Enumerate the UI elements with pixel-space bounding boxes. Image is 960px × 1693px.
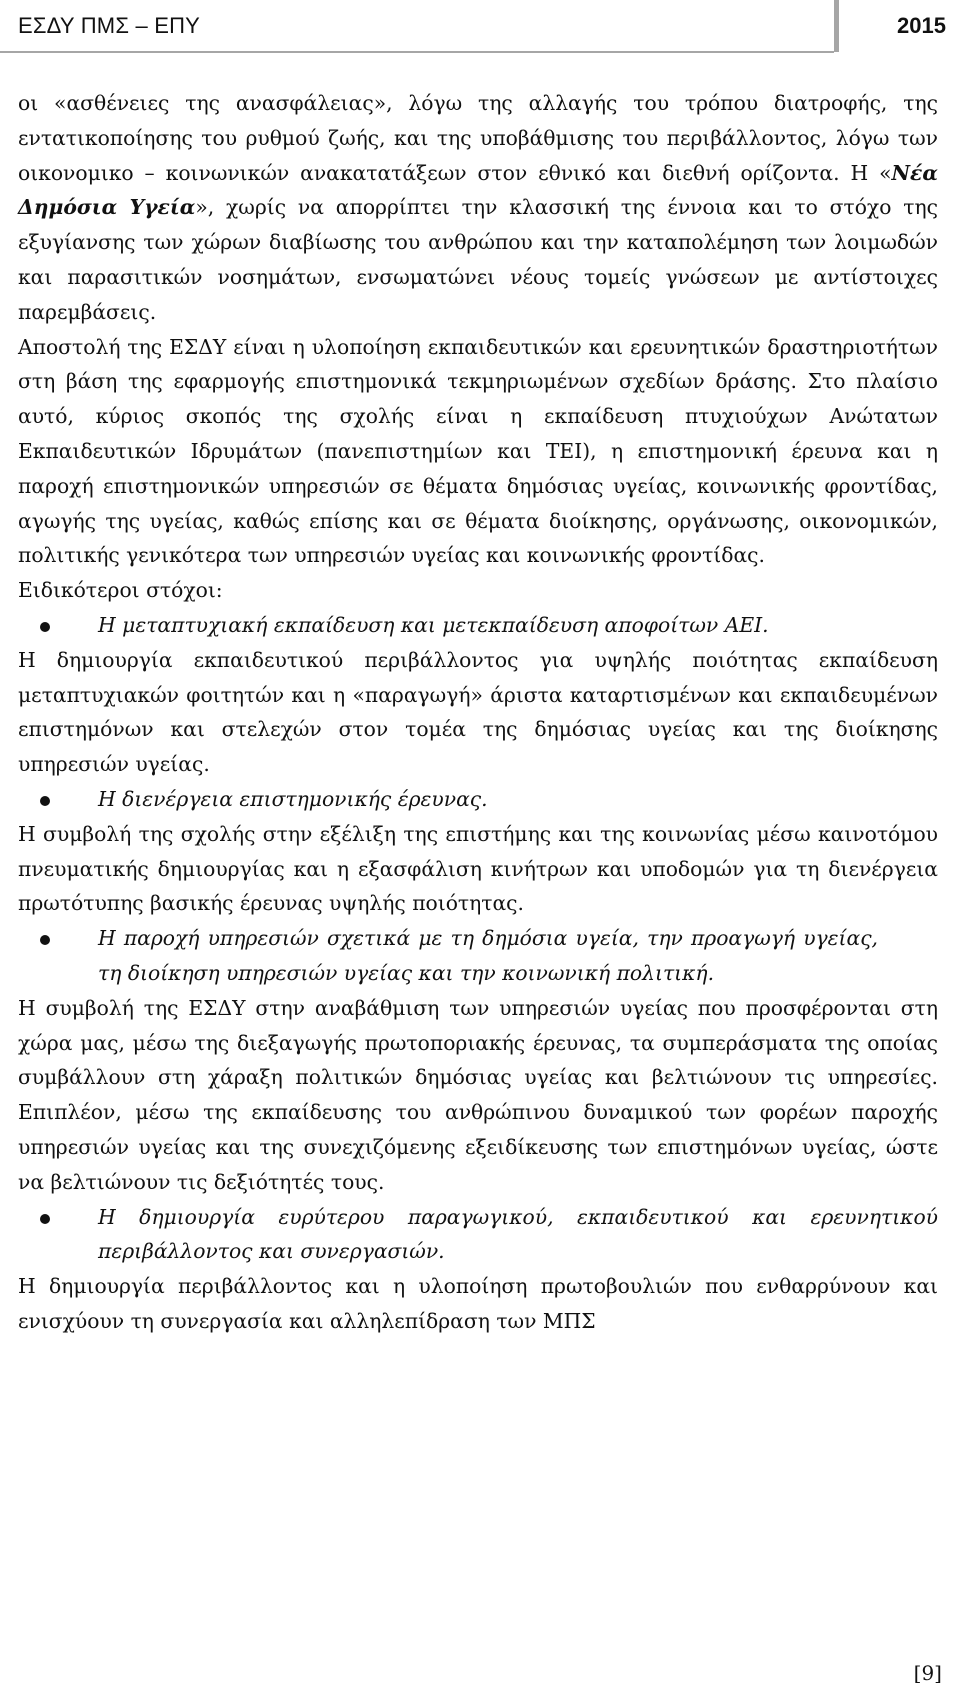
paragraph-mission: Αποστολή της ΕΣΔΥ είναι η υλοποίηση εκπαιδευτικών και ερευνητικών δραστηριοτήτων στη βάση της εφαρμογής επιστημονικά τεκμηριωμένων σχεδίων δράσης. Στο πλαίσιο αυτό, κύριος σκοπός της σχολής είναι η εκπαίδευση πτυχιούχων Ανώτατων Εκπαιδευτικών Ιδρυμάτων (πανεπιστημίων και ΤΕΙ), η επιστημονική έρευνα και η παροχή επιστημονικών υπηρεσιών σε θέματα δημόσιας υγείας, κοινωνικής φροντίδας, αγωγής της υγείας, καθώς επίσης και σε θέματα διοίκησης, οργάνωσης, οικονομικών, πολιτικής γενικότερα των υπηρεσιών υγείας και κοινωνικής φροντίδας. bbox=[18, 334, 938, 568]
page-header bbox=[0, 0, 960, 56]
header-year: 2015 bbox=[897, 13, 946, 38]
paragraph-intro-text-a: οι «ασθένειες της ανασφάλειας», λόγω της αλλαγής του τρόπου διατροφής, της εντατικοποίησης του ρυθμού ζωής, και της υποβάθμισης του περιβάλλοντος, λόγω των οικονομικο – κοινωνικών ανακατατάξεων στον εθνικό και διεθνή ορίζοντα. Η « bbox=[18, 91, 938, 185]
header-title: ΕΣΔΥ ΠΜΣ – ΕΠΥ bbox=[18, 13, 201, 38]
bullet-item-education bbox=[18, 608, 938, 643]
header-divider bbox=[834, 0, 839, 52]
paragraph-collaboration: Η δημιουργία περιβάλλοντος και η υλοποίηση πρωτοβουλιών που ενθαρρύνουν και ενισχύουν τη συνεργασία και αλληλεπίδραση των ΜΠΣ bbox=[18, 1274, 938, 1333]
bullet-icon bbox=[40, 796, 50, 806]
bullet-icon bbox=[40, 622, 50, 632]
paragraph-education: Η δημιουργία εκπαιδευτικού περιβάλλοντος για υψηλής ποιότητας εκπαίδευση μεταπτυχιακών φοιτητών και η «παραγωγή» άριστα καταρτισμένων και εκπαιδευμένων επιστημόνων και στελεχών στον τομέα της δημόσιας υγείας και της διοίκησης υπηρεσιών υγείας. bbox=[18, 647, 938, 777]
bullet-text: Η παροχή υπηρεσιών σχετικά με τη δημόσια υγεία, την προαγωγή υγείας, τη διοίκηση υπηρεσιών υγείας και την κοινωνική πολιτική. bbox=[98, 926, 878, 985]
objectives-heading: Ειδικότεροι στόχοι: bbox=[18, 578, 223, 603]
bullet-item-services bbox=[18, 921, 938, 991]
bullet-icon bbox=[40, 1214, 50, 1224]
document-body bbox=[18, 86, 938, 1339]
bullet-text: Η δημιουργία ευρύτερου παραγωγικού, εκπαιδευτικού και ερευνητικού περιβάλλοντος και συνεργασιών. bbox=[98, 1204, 938, 1264]
bullet-item-research bbox=[18, 782, 938, 817]
bullet-item-collaboration bbox=[18, 1200, 938, 1270]
header-rule bbox=[0, 51, 834, 53]
bullet-text: Η μεταπτυχιακή εκπαίδευση και μετεκπαίδευση αποφοίτων ΑΕΙ. bbox=[98, 612, 769, 637]
paragraph-intro bbox=[18, 86, 938, 330]
page-number: [9] bbox=[913, 1661, 942, 1685]
new-public-health-term: Νέα Δημόσια Υγεία bbox=[18, 160, 938, 220]
paragraph-research: Η συμβολή της σχολής στην εξέλιξη της επιστήμης και της κοινωνίας μέσω καινοτόμου πνευματικής δημιουργίας και η εξασφάλιση κινήτρων και υποδομών για τη διενέργεια πρωτότυπης βασικής έρευνας υψηλής ποιότητας. bbox=[18, 821, 938, 916]
paragraph-intro-text-b: », χωρίς να απορρίπτει την κλασσική της έννοια και το στόχο της εξυγίανσης των χώρων διαβίωσης του ανθρώπου και την καταπολέμηση των λοιμωδών και παρασιτικών νοσημάτων, ενσωματώνει νέους τομείς γνώσεων με αντίστοιχες παρεμβάσεις. bbox=[18, 195, 938, 324]
paragraph-services: Η συμβολή της ΕΣΔΥ στην αναβάθμιση των υπηρεσιών υγείας που προσφέρονται στη χώρα μας, μέσω της διεξαγωγής πρωτοποριακής έρευνας, τα συμπεράσματα της οποίας συμβάλλουν στη χάραξη πολιτικών δημόσιας υγείας και βελτιώνουν τις υπηρεσίες. Επιπλέον, μέσω της εκπαίδευσης του ανθρώπινου δυναμικού των φορέων παροχής υπηρεσιών υγείας και της συνεχιζόμενης εξειδίκευσης των επιστημόνων υγείας, ώστε να βελτιώνουν τις δεξιότητές τους. bbox=[18, 995, 938, 1194]
bullet-icon bbox=[40, 935, 50, 945]
bullet-text: Η διενέργεια επιστημονικής έρευνας. bbox=[98, 786, 488, 811]
